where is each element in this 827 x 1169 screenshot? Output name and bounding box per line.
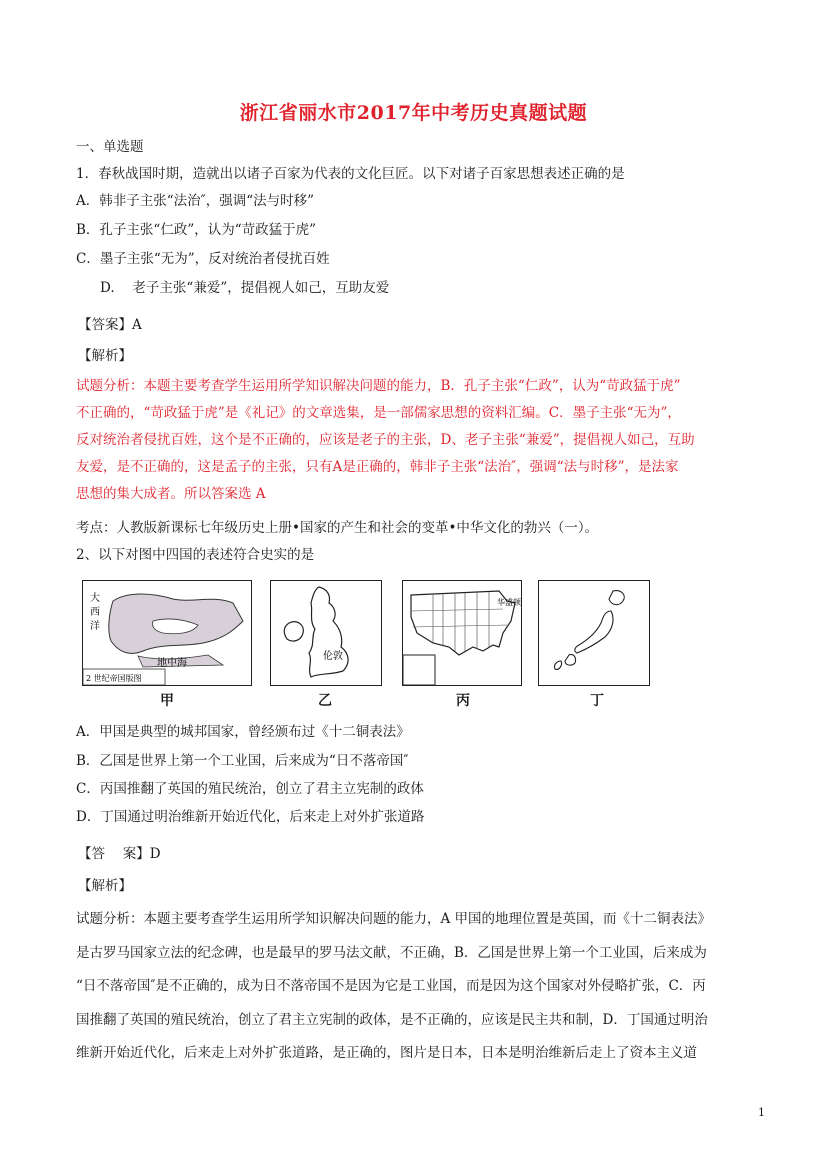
q1-option-d: D. 老子主张“兼爱”，提倡视人如己，互助友爱 [100, 280, 390, 296]
page-number: 1 [758, 1106, 765, 1119]
country-maps-figure [82, 580, 662, 710]
page-title: 浙江省丽水市2017年中考历史真题试题 [239, 102, 588, 124]
map-caption-ding: 丁 [590, 693, 604, 709]
q1-analysis-label: 【解析】 [78, 348, 132, 364]
roman-empire-map-svg [83, 581, 251, 685]
usa-map-svg [403, 581, 521, 685]
map-britain [270, 580, 382, 686]
q1-analysis-line: 不正确的，“苛政猛于虎”是《礼记》的文章选集，是一部儒家思想的资料汇编。C．墨子主张“无为”， [76, 405, 681, 421]
label-mediterranean: 地中海 [157, 658, 187, 669]
label-washington: 华盛顿 [497, 598, 521, 607]
q1-kaodian: 考点：人教版新课标七年级历史上册•国家的产生和社会的变革•中华文化的勃兴（一）。 [76, 520, 599, 536]
q2-option-b: B．乙国是世界上第一个工业国，后来成为“日不落帝国″ [76, 753, 409, 769]
q1-analysis-line: 试题分析：本题主要考查学生运用所学知识解决问题的能力，B．孔子主张“仁政”，认为“苛政猛于虎” [76, 378, 681, 394]
q2-analysis-label: 【解析】 [78, 878, 132, 894]
q2-option-d: D．丁国通过明治维新开始近代化，后来走上对外扩张道路 [76, 809, 425, 825]
q2-analysis-line: 试题分析：本题主要考查学生运用所学知识解决问题的能力，A 甲国的地理位置是英国，而《十二铜表法》 [76, 911, 712, 927]
q2-analysis-line: “日不落帝国″是不正确的，成为日不落帝国不是因为它是工业国，而是因为这个国家对外侵略扩张，C．丙 [76, 978, 706, 994]
q1-analysis-line: 友爱，是不正确的，这是孟子的主张，只有A是正确的，韩非子主张“法治″，强调“法与时移”，是法家 [76, 459, 679, 475]
q2-option-a: A．甲国是典型的城邦国家，曾经颁布过《十二铜表法》 [76, 724, 410, 740]
q2-answer: 【答 案】D [78, 846, 161, 862]
q2-option-c: C．丙国推翻了英国的殖民统治，创立了君主立宪制的政体 [76, 781, 424, 797]
map-roman-empire [82, 580, 252, 686]
map-caption-bing: 丙 [456, 693, 470, 709]
map-usa [402, 580, 522, 686]
q1-option-b: B．孔子主张“仁政”，认为“苛政猛于虎” [76, 222, 317, 238]
label-london: 伦敦 [323, 651, 343, 662]
q2-stem: 2、以下对图中四国的表述符合史实的是 [76, 547, 315, 563]
q1-stem: 1．春秋战国时期，造就出以诸子百家为代表的文化巨匠。以下对诸子百家思想表述正确的是 [76, 166, 625, 182]
label-atlantic-2: 西 [90, 607, 100, 618]
q1-analysis-line: 思想的集大成者。所以答案选 A [76, 486, 266, 502]
section-heading: 一、单选题 [76, 139, 144, 155]
q2-analysis-line: 是古罗马国家立法的纪念碑，也是最早的罗马法文献，不正确，B．乙国是世界上第一个工业国，后来成为 [76, 945, 707, 961]
map-japan [538, 580, 650, 686]
map-caption-jia: 甲 [160, 693, 174, 709]
japan-map-svg [539, 581, 649, 685]
q1-option-c: C．墨子主张“无为”，反对统治者侵扰百姓 [76, 251, 330, 267]
q2-analysis-line: 国推翻了英国的殖民统治，创立了君主立宪制的政体，是不正确的，应该是民主共和制，D．丁国通过明治 [76, 1012, 708, 1028]
label-atlantic-3: 洋 [90, 621, 100, 632]
label-atlantic-1: 大 [90, 593, 100, 604]
label-roman-caption: 2 世纪帝国版图 [86, 674, 142, 683]
britain-map-svg [271, 581, 381, 685]
map-caption-yi: 乙 [318, 693, 332, 709]
q1-option-a: A．韩非子主张“法治″，强调“法与时移” [76, 193, 314, 209]
q1-answer: 【答案】A [78, 317, 142, 333]
q1-analysis-line: 反对统治者侵扰百姓，这个是不正确的，应该是老子的主张，D、老子主张“兼爱”，提倡视人如己，互助 [76, 432, 695, 448]
q2-analysis-line: 维新开始近代化，后来走上对外扩张道路，是正确的，图片是日本，日本是明治维新后走上了资本主义道 [76, 1045, 697, 1061]
